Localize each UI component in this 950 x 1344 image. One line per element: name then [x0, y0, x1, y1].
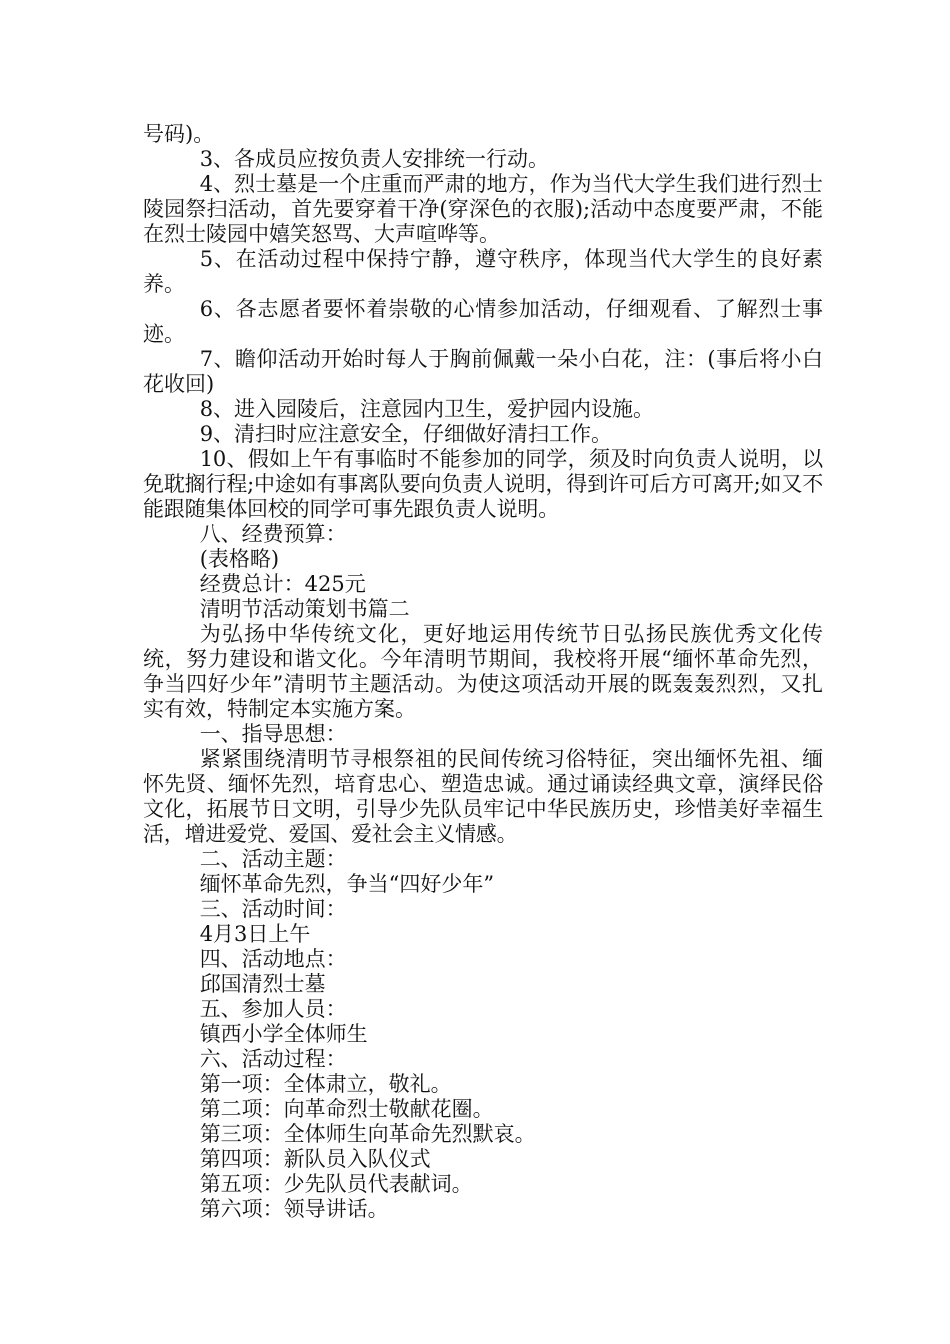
- paragraph: 为弘扬中华传统文化，更好地运用传统节日弘扬民族优秀文化传统，努力建设和谐文化。今年清明节期间，我校将开展“缅怀革命先烈，争当四好少年”清明节主题活动。为使这项活动开展的既轰轰烈烈，又扎实有效，特制定本实施方案。: [143, 622, 823, 721]
- section-heading: 四、活动地点：: [199, 947, 347, 971]
- paragraph: 5、在活动过程中保持宁静，遵守秩序，体现当代大学生的良好素养。: [143, 247, 823, 296]
- paragraph: 经费总计：425元: [199, 572, 366, 596]
- paragraph: 6、各志愿者要怀着崇敬的心情参加活动，仔细观看、了解烈士事迹。: [143, 297, 823, 346]
- paragraph: 镇西小学全体师生: [199, 1022, 368, 1046]
- section-heading: 六、活动过程：: [199, 1047, 347, 1071]
- paragraph: 8、进入园陵后，注意园内卫生，爱护园内设施。: [199, 397, 655, 421]
- section-heading: 一、指导思想：: [199, 722, 347, 746]
- paragraph: (表格略): [199, 547, 280, 571]
- list-item: 第三项：全体师生向革命先烈默哀。: [199, 1122, 536, 1146]
- list-item: 第四项：新队员入队仪式: [199, 1147, 431, 1171]
- paragraph: 4、烈士墓是一个庄重而严肃的地方，作为当代大学生我们进行烈士陵园祭扫活动，首先要穿着干净(穿深色的衣服);活动中态度要严肃，不能在烈士陵园中嬉笑怒骂、大声喧哗等。: [143, 172, 823, 246]
- paragraph: 紧紧围绕清明节寻根祭祖的民间传统习俗特征，突出缅怀先祖、缅怀先贤、缅怀先烈，培育忠心、塑造忠诚。通过诵读经典文章，演绎民俗文化，拓展节日文明，引导少先队员牢记中华民族历史，珍惜美好幸福生活，增进爱党、爱国、爱社会主义情感。: [143, 747, 823, 846]
- paragraph: 7、瞻仰活动开始时每人于胸前佩戴一朵小白花，注：(事后将小白花收回): [143, 347, 823, 396]
- section-heading: 二、活动主题：: [199, 847, 347, 871]
- section-heading: 八、经费预算：: [199, 522, 347, 546]
- section-heading: 五、参加人员：: [199, 997, 347, 1021]
- section-title: 清明节活动策划书篇二: [199, 597, 410, 621]
- document-body: [143, 122, 823, 1222]
- list-item: 第五项：少先队员代表献词。: [199, 1172, 473, 1196]
- list-item: 第一项：全体肃立，敬礼。: [199, 1072, 452, 1096]
- paragraph: 4月3日上午: [199, 922, 311, 946]
- paragraph: 9、清扫时应注意安全，仔细做好清扫工作。: [199, 422, 613, 446]
- list-item: 第二项：向革命烈士敬献花圈。: [199, 1097, 494, 1121]
- paragraph: 号码)。: [143, 122, 215, 146]
- section-heading: 三、活动时间：: [199, 897, 347, 921]
- paragraph: 缅怀革命先烈，争当“四好少年”: [199, 872, 495, 896]
- list-item: 第六项：领导讲话。: [199, 1197, 389, 1221]
- paragraph: 3、各成员应按负责人安排统一行动。: [199, 147, 550, 171]
- paragraph: 邱国清烈士墓: [199, 972, 326, 996]
- paragraph: 10、假如上午有事临时不能参加的同学，须及时向负责人说明，以免耽搁行程;中途如有事离队要向负责人说明，得到许可后方可离开;如又不能跟随集体回校的同学可事先跟负责人说明。: [143, 447, 823, 521]
